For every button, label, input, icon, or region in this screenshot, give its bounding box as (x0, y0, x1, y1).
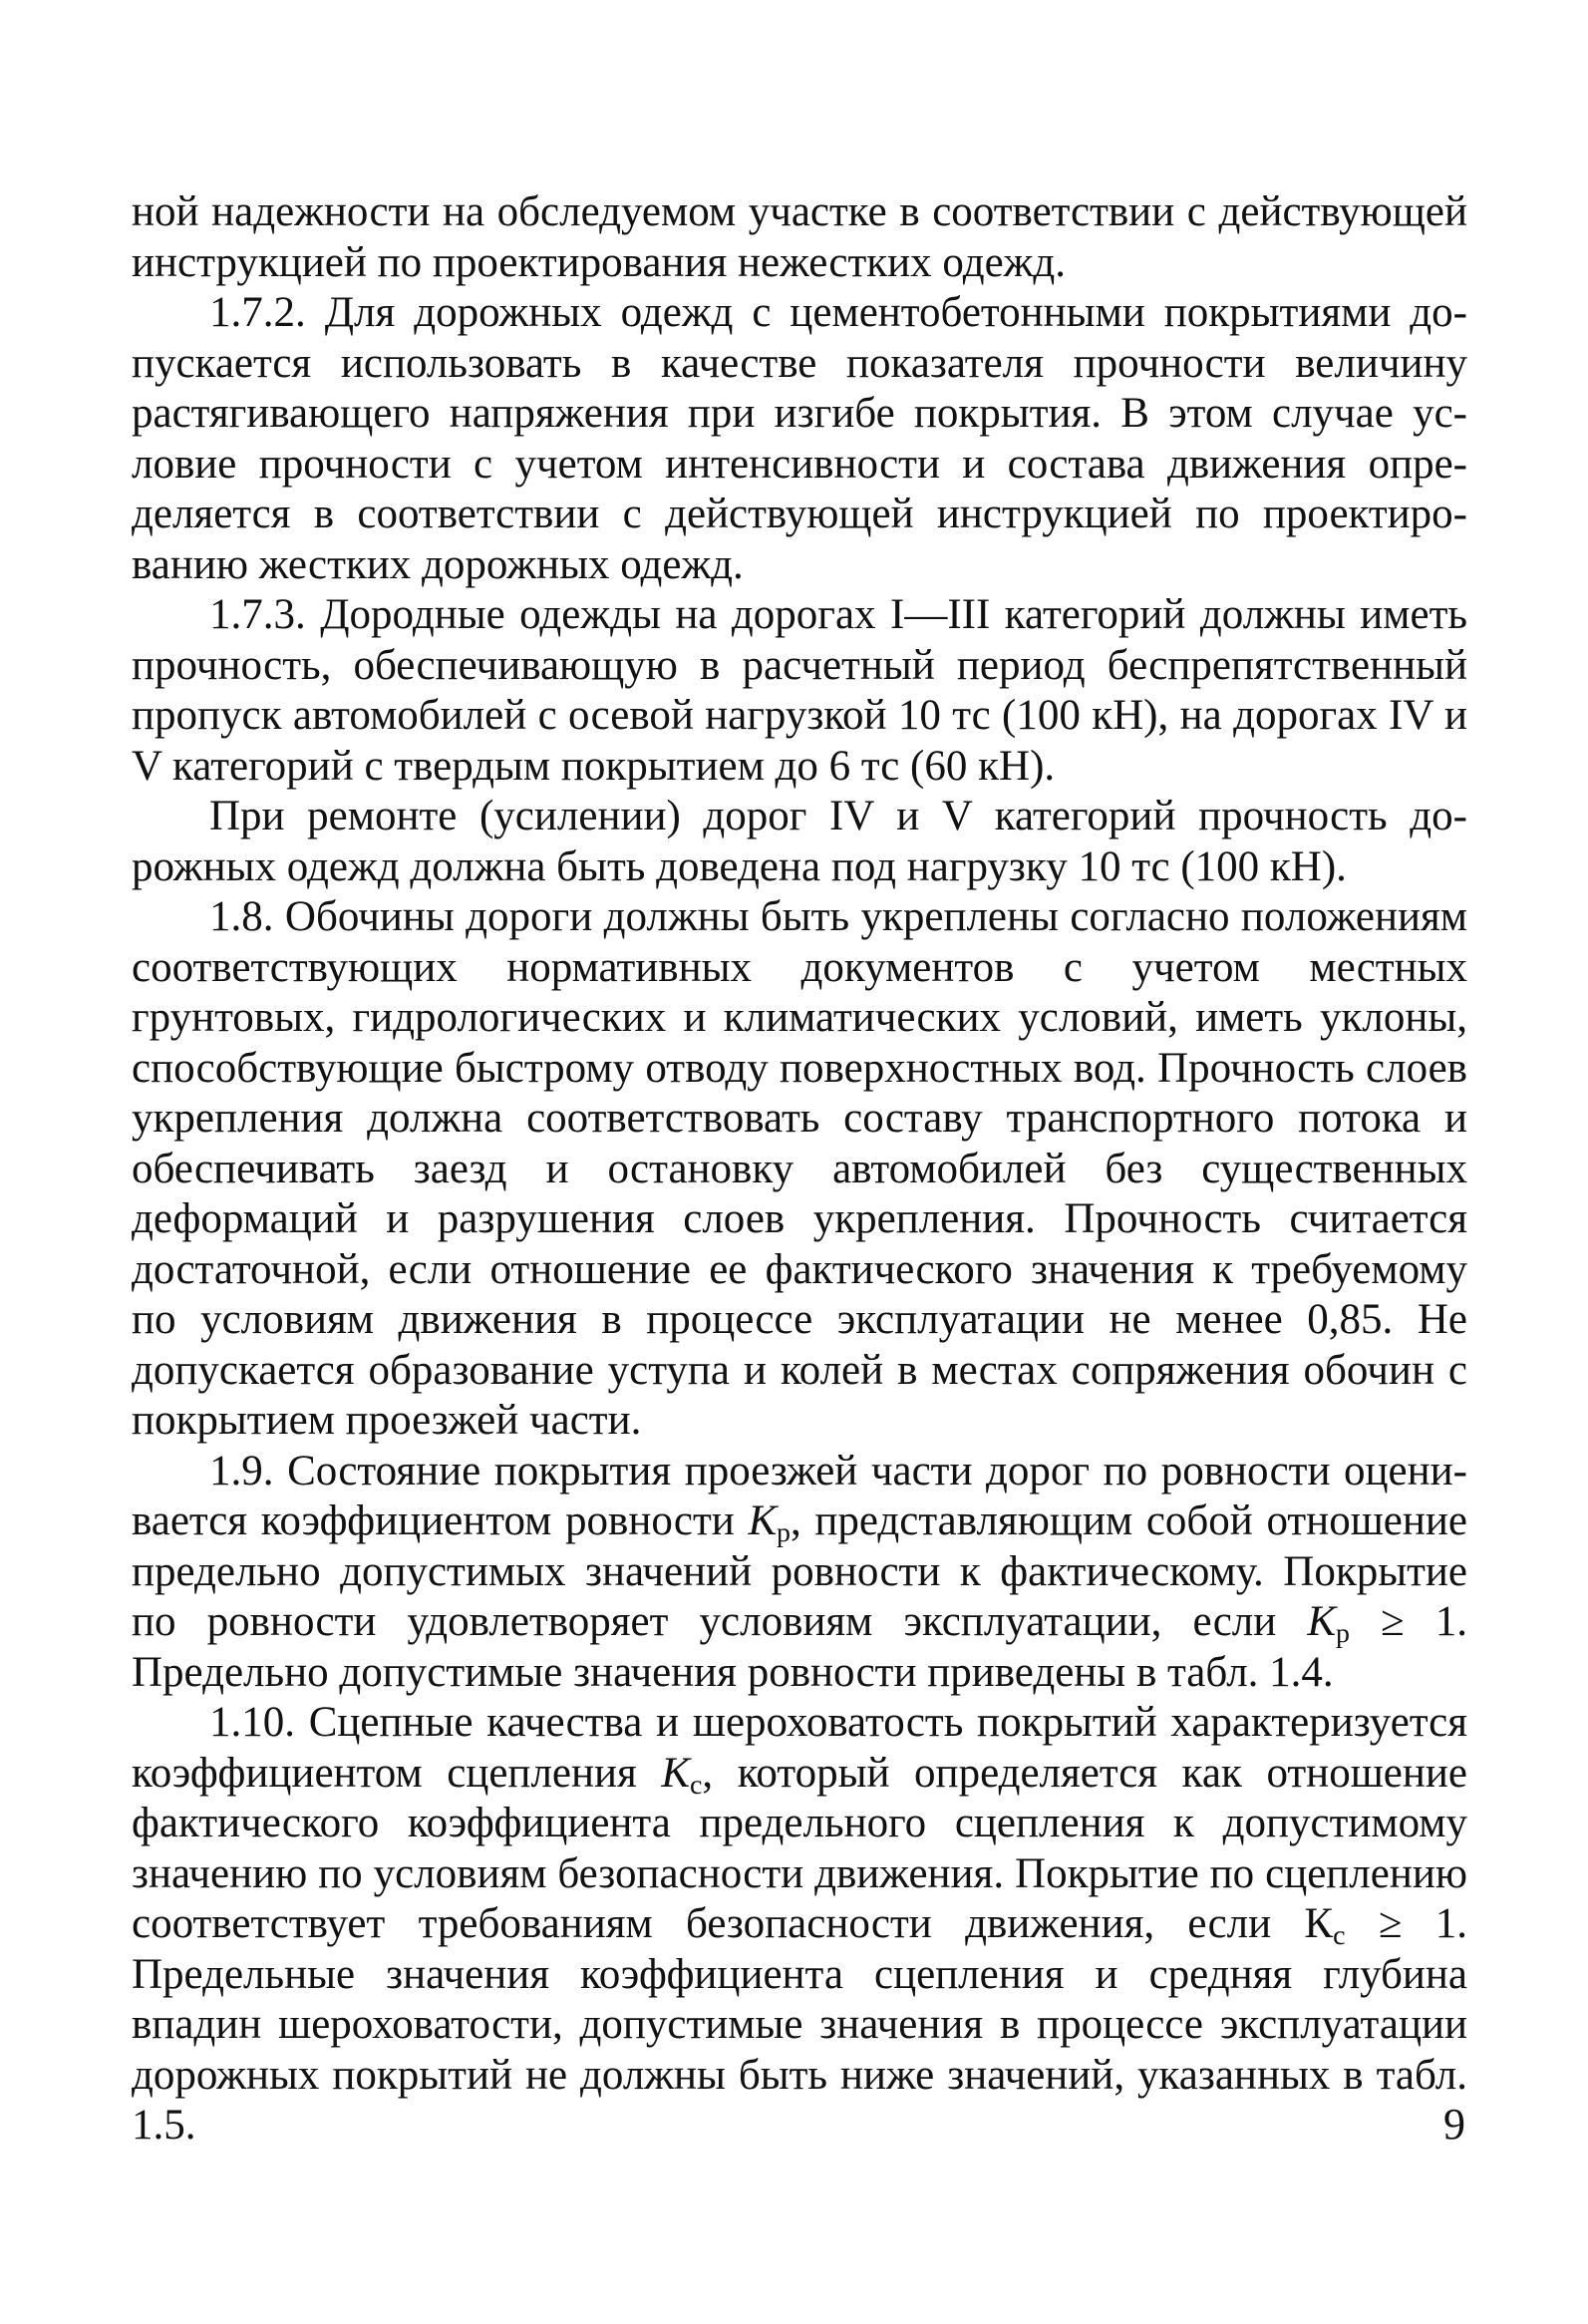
paragraph-1-8 (132, 892, 1467, 1447)
text-segment: 1.7.3. Дородные одежды на дорогах I—III категорий должны иметь прочность, обеспечивающую в расчетный период беспрепятственный пропуск автомобилей с осевой нагрузкой 10 тс (100 кН), на дорогах IV и V категорий с твердым покрытием до 6 тс (60 кН). (132, 591, 1467, 790)
paragraph-1-7-3 (132, 590, 1467, 792)
symbol-k: К (748, 1497, 778, 1544)
paragraph-repair (132, 792, 1467, 892)
text-segment: 1.8. Обочины дороги должны быть укреплены согласно положениям соответствующих нормативных документов с учетом местных грунтовых, гидрологических и климатических условий, иметь уклоны, способствующие быстрому отводу поверхностных вод. Прочность слоев укрепления должна соответствовать составу транспортного потока и обеспечивать заезд и остановку автомобилей без существенных деформаций и разрушения слоев укрепления. Прочность считается достаточной, если отношение ее фактического значения к требуемому по условиям движения в процессе эксплуатации не менее 0,85. Не допускается образование уступа и колей в местах сопряжения обочин с покрытием проезжей части. (132, 893, 1467, 1444)
page-number: 9 (1443, 2100, 1465, 2149)
subscript: р (1335, 1617, 1350, 1649)
text-segment: ≥ 1. Предельно допустимые значения ровности приведены в табл. 1.4. (132, 1598, 1467, 1696)
symbol-k: К (1307, 1598, 1336, 1645)
paragraph-1-7-2 (132, 288, 1467, 590)
text-segment: ≥ 1. Предельные значения коэффициента сцепления и средняя глубина впадин шероховатости, допустимые значения в процессе эксплуатации дорожных покрытий не должны быть ниже значений, указанных в табл. 1.5. (132, 1900, 1467, 2149)
subscript: с (1333, 1919, 1346, 1951)
text-segment: При ремонте (усилении) дорог IV и V категорий прочность дорожных одежд должна быть доведена под нагрузку 10 тс (100 кН). (132, 793, 1467, 890)
text-segment: , представляющим собой отношение предельно допустимых значений ровности к фактическому. Покрытие по ровности удовлетворяет условиям эксплуатации, если (132, 1497, 1467, 1645)
paragraph-continuation (132, 187, 1467, 288)
text-segment: 1.9. Состояние покрытия проезжей части дорог по ровности оценивается коэффициентом ровности (132, 1447, 1467, 1544)
paragraph-1-9 (132, 1447, 1467, 1699)
text-segment: 1.7.2. Для дорожных одежд с цементобетонными покрытиями допускается использовать в качестве показателя прочности величину растягивающего напряжения при изгибе покрытия. В этом случае условие прочности с учетом интенсивности и состава движения определяется в соответствии с действующей инструкцией по проектированию жестких дорожных одежд. (132, 289, 1467, 588)
symbol-k: К (661, 1749, 690, 1797)
text-segment: , который определяется как отношение фактического коэффициента предельного сцепления к допустимому значению по условиям безопасности движения. Покрытие по сцеплению соответствует требованиям безопасности движения, если К (132, 1749, 1467, 1947)
page-body (132, 187, 1467, 2152)
subscript: с (689, 1769, 703, 1801)
text-segment: ной надежности на обследуемом участке в соответствии с действующей инструкцией по проектирования нежестких одежд. (132, 188, 1467, 286)
subscript: р (777, 1516, 791, 1548)
paragraph-1-10 (132, 1698, 1467, 2152)
text-segment: 1.10. Сцепные качества и шероховатость покрытий характеризуется коэффициентом сцепления (132, 1699, 1467, 1797)
